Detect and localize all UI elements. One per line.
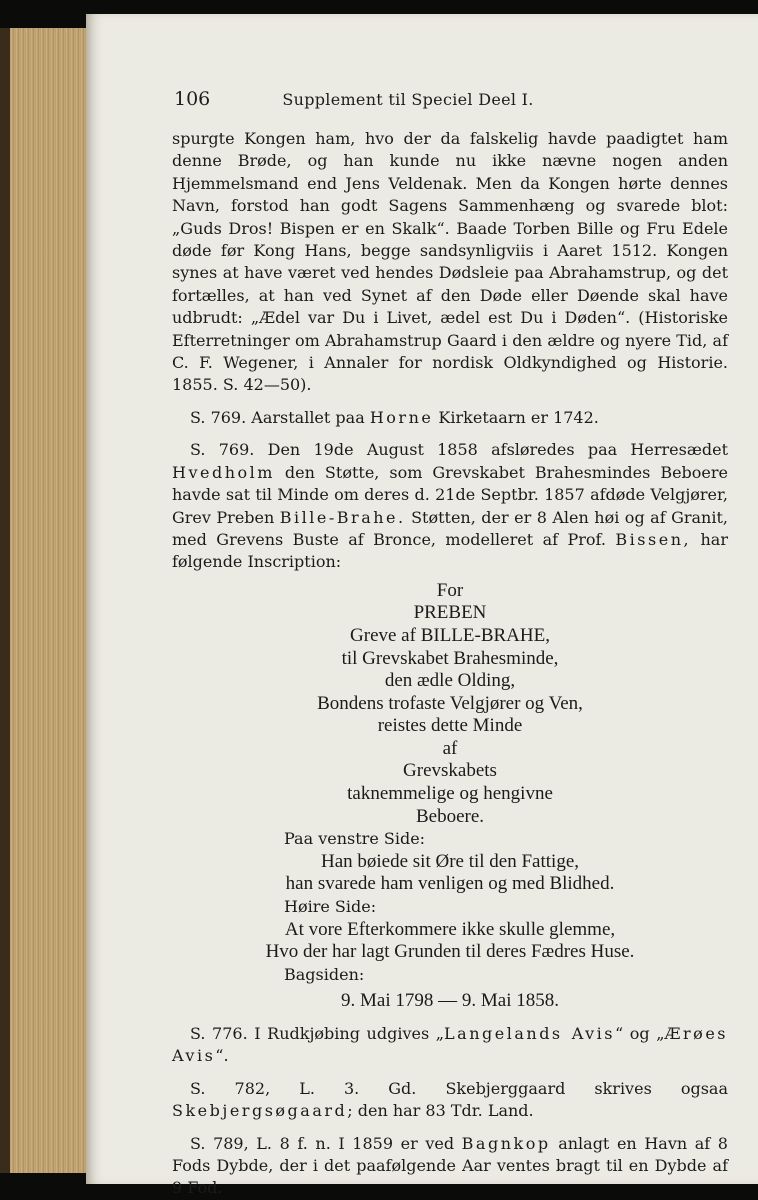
inscription-line: af — [442, 737, 458, 759]
text-segment: S. 789, L. 8 f. n. I 1859 er ved — [190, 1133, 462, 1153]
inscription-line: Beboere. — [415, 805, 485, 827]
text-segment: “ og „ — [615, 1024, 665, 1043]
page-number: 106 — [174, 88, 211, 110]
spaced-name: Langelands Avis — [444, 1024, 615, 1043]
paragraph-horne — [172, 407, 728, 429]
spaced-name: Ærøes Avis — [172, 1024, 728, 1066]
paragraph-hvedholm — [172, 439, 728, 573]
text-segment: anlagt en Havn af 8 Fods Dybde, der i det paafølgende Aar ventes bragt til en Dybde af 9 Fod. — [172, 1133, 728, 1198]
inscription-line: til Grevskabet Brahesminde, — [341, 647, 559, 669]
paragraph-rudkjobing — [172, 1023, 728, 1068]
text-segment: S. 776. I Rudkjøbing udgives „ — [190, 1024, 445, 1043]
text-segment: S. 782, L. 3. Gd. Skebjerggaard skrives ogsaa — [190, 1078, 728, 1098]
book-page-edges — [0, 28, 92, 1173]
spaced-name: Skebjergsøgaard — [172, 1101, 348, 1121]
inscription-line: PREBEN — [413, 602, 487, 624]
inscription-line: Bondens trofaste Velgjører og Ven, — [317, 692, 583, 714]
book-spine-shadow — [0, 28, 10, 1173]
inscription-left-line: han svarede ham venligen og med Blidhed. — [285, 873, 615, 895]
inscription-line: Greve af BILLE-BRAHE, — [350, 624, 550, 646]
spaced-name: Bagnkop — [461, 1133, 551, 1153]
inscription-back-label: Bagsiden: — [284, 964, 365, 984]
inscription-left-line: Han bøiede sit Øre til den Fattige, — [320, 850, 580, 872]
page-header — [88, 88, 728, 112]
text-segment: “. — [215, 1046, 229, 1066]
inscription — [172, 580, 728, 1013]
running-head: Supplement til Speciel Deel I. — [282, 90, 534, 109]
text-segment: S. 769. Den 19de August 1858 afsløredes paa Herresædet — [190, 440, 728, 460]
inscription-left-label: Paa venstre Side: — [284, 829, 426, 849]
inscription-back-date: 9. Mai 1798 — 9. Mai 1858. — [341, 990, 559, 1012]
inscription-line: reistes dette Minde — [377, 715, 523, 737]
text-segment: S. 769. Aarstallet paa — [190, 407, 370, 427]
paragraph-skebjerggaard — [172, 1078, 728, 1123]
inscription-right-label: Høire Side: — [284, 897, 377, 917]
paragraph-bagnkop — [172, 1133, 728, 1200]
paragraph-continuation: spurgte Kongen ham, hvo der da falskelig havde paadigtet ham denne Brøde, og han kunde nu ikke nævne nogen anden Hjemmelsmand end Jens Veldenak. Men da Kongen hørte dennes Navn, forstod han godt Sagens Sammenhæng og svarede blot: „Guds Dros! Bispen er en Skalk“. Baade Torben Bille og Fru Edele døde før Kong Hans, begge sandsynligviis i Aaret 1512. Kongen synes at have været ved hendes Dødsleie paa Abrahamstrup, og det fortælles, at han ved Synet af den Døde eller Døende skal have udbrudt: „Ædel var Du i Livet, ædel est Du i Døden“. (Historiske Efterretninger om Abrahamstrup Gaard i den ældre og nyere Tid, af C. F. Wegener, i Annaler for nordisk Oldkyndighed og Historie. 1855. S. 42—50). — [172, 129, 728, 395]
text-segment: den Støtte, som Grevskabet Brahesmindes Beboere havde sat til Minde om deres d. 21de Septbr. 1857 afdøde Velgjører, Grev Preben — [172, 462, 728, 527]
text-segment: har følgende Inscription: — [172, 529, 728, 572]
inscription-line: Grevskabets — [403, 760, 497, 782]
text-segment: ; den har 83 Tdr. Land. — [347, 1101, 534, 1121]
inscription-line: den ædle Olding, — [384, 670, 516, 692]
text-segment: Kirketaarn er 1742. — [433, 407, 599, 427]
inscription-right-line: At vore Efterkommere ikke skulle glemme, — [284, 918, 616, 940]
page-body — [172, 128, 728, 1200]
inscription-right-line: Hvo der har lagt Grunden til deres Fædres Huse. — [265, 941, 635, 963]
spaced-name: Horne — [369, 407, 434, 427]
inscription-line: taknemmelige og hengivne — [347, 783, 553, 805]
spaced-name: Hvedholm — [172, 462, 275, 482]
spaced-name: Bissen, — [615, 529, 692, 549]
spaced-name: Bille-Brahe. — [279, 507, 406, 527]
text-segment: Støtten, der er 8 Alen høi og af Granit, med Grevens Buste af Bronce, modelleret af Prof. — [172, 507, 728, 549]
inscription-line: For — [436, 579, 464, 601]
